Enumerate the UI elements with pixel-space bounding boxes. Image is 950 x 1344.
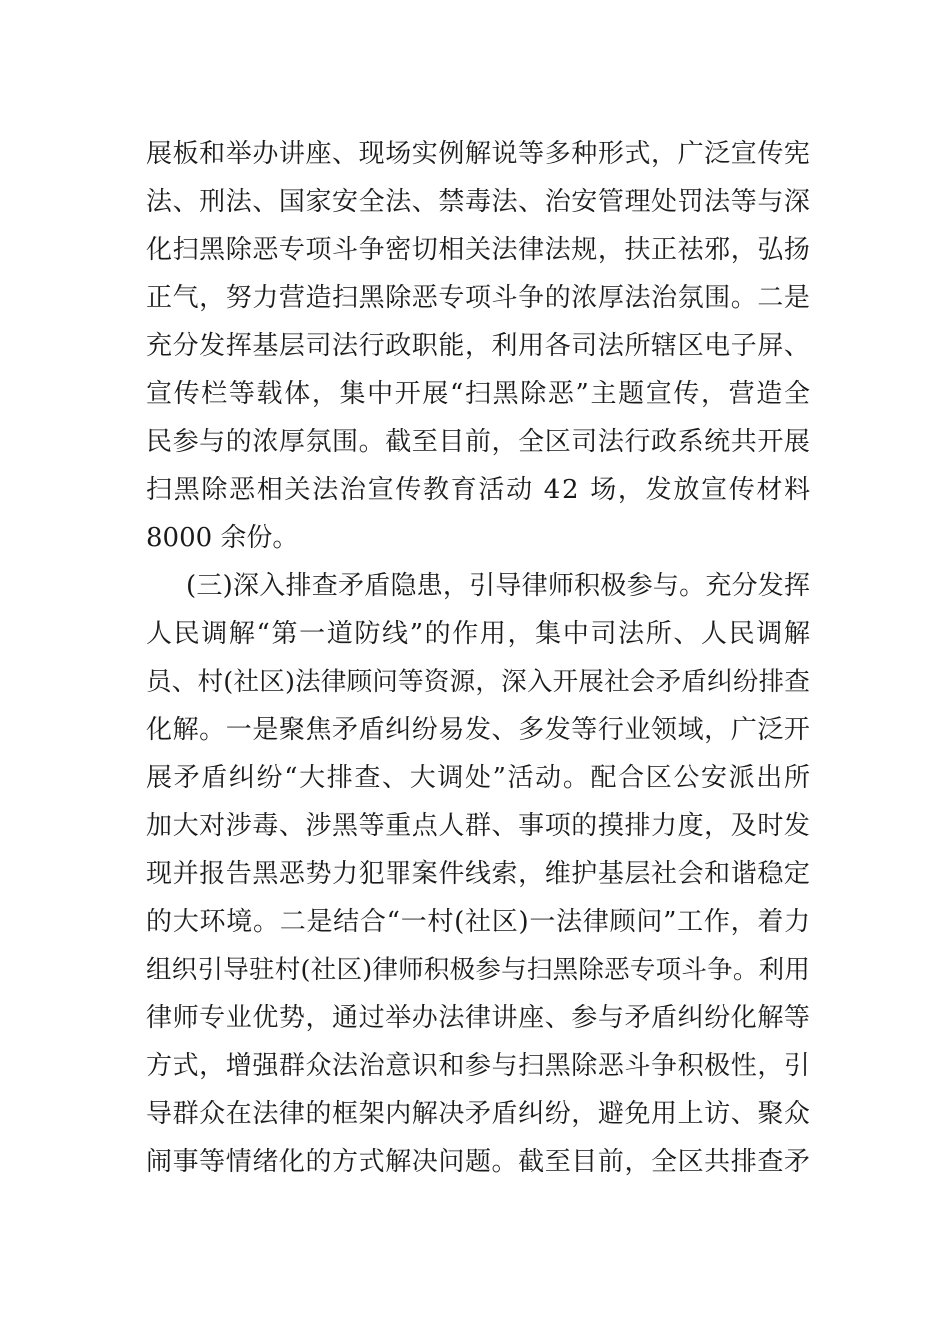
text-line: 法、刑法、国家安全法、禁毒法、治安管理处罚法等与深	[146, 187, 811, 217]
text-line: 民参与的浓厚氛围。截至目前，全区司法行政系统共开展	[146, 427, 811, 457]
text-line: 化解。一是聚焦矛盾纠纷易发、多发等行业领域，广泛开	[146, 715, 811, 745]
text-line: 方式，增强群众法治意识和参与扫黑除恶斗争积极性，引	[146, 1051, 811, 1081]
text-line: 充分发挥基层司法行政职能，利用各司法所辖区电子屏、	[146, 331, 811, 361]
text-line: 8000 余份。	[146, 523, 299, 553]
text-line: 闹事等情绪化的方式解决问题。截至目前，全区共排查矛	[146, 1147, 811, 1177]
text-line: 展矛盾纠纷“大排查、大调处”活动。配合区公安派出所	[146, 763, 812, 793]
text-line: 展板和举办讲座、现场实例解说等多种形式，广泛宣传宪	[146, 139, 811, 169]
text-line: 扫黑除恶相关法治宣传教育活动 42 场，发放宣传材料	[146, 475, 812, 505]
text-line: 员、村(社区)法律顾问等资源，深入开展社会矛盾纠纷排查	[146, 667, 811, 697]
text-line: 化扫黑除恶专项斗争密切相关法律法规，扶正祛邪，弘扬	[146, 235, 811, 265]
text-line: 的大环境。二是结合“一村(社区)一法律顾问”工作，着力	[146, 907, 811, 937]
text-line: 正气，努力营造扫黑除恶专项斗争的浓厚法治氛围。二是	[146, 283, 811, 313]
body-text	[146, 130, 810, 1186]
text-line: 人民调解“第一道防线”的作用，集中司法所、人民调解	[146, 619, 812, 649]
section-heading-line: (三)深入排查矛盾隐患，引导律师积极参与。充分发挥	[186, 571, 811, 601]
text-line: 组织引导驻村(社区)律师积极参与扫黑除恶专项斗争。利用	[146, 955, 811, 985]
text-line: 加大对涉毒、涉黑等重点人群、事项的摸排力度，及时发	[146, 811, 811, 841]
text-line: 律师专业优势，通过举办法律讲座、参与矛盾纠纷化解等	[146, 1003, 811, 1033]
text-line: 现并报告黑恶势力犯罪案件线索，维护基层社会和谐稳定	[146, 859, 811, 889]
text-line: 导群众在法律的框架内解决矛盾纠纷，避免用上访、聚众	[146, 1099, 811, 1129]
text-line: 宣传栏等载体，集中开展“扫黑除恶”主题宣传，营造全	[146, 379, 812, 409]
